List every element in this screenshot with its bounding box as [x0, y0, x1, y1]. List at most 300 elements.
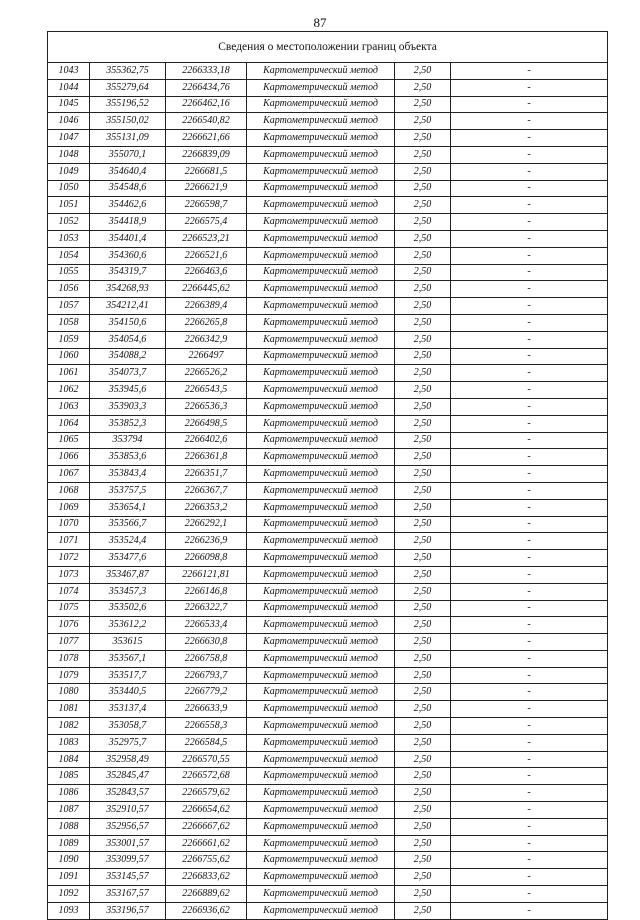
point-number-cell: 1073 [48, 566, 90, 583]
method-cell: Картометрический метод [247, 214, 395, 231]
method-cell: Картометрический метод [247, 701, 395, 718]
table-row [48, 869, 608, 886]
y-coordinate-cell: 2266523,21 [166, 230, 247, 247]
point-number-cell: 1076 [48, 617, 90, 634]
x-coordinate-cell: 354319,7 [90, 264, 166, 281]
y-coordinate-cell: 2266936,62 [166, 902, 247, 919]
point-number-cell: 1052 [48, 214, 90, 231]
table-row [48, 482, 608, 499]
method-cell: Картометрический метод [247, 365, 395, 382]
table-row [48, 650, 608, 667]
accuracy-cell: 2,50 [395, 617, 451, 634]
accuracy-cell: 2,50 [395, 684, 451, 701]
table-row [48, 214, 608, 231]
table-row [48, 79, 608, 96]
y-coordinate-cell: 2266540,82 [166, 113, 247, 130]
accuracy-cell: 2,50 [395, 886, 451, 903]
x-coordinate-cell: 352845,47 [90, 768, 166, 785]
point-number-cell: 1043 [48, 63, 90, 80]
point-number-cell: 1081 [48, 701, 90, 718]
point-number-cell: 1079 [48, 667, 90, 684]
accuracy-cell: 2,50 [395, 281, 451, 298]
x-coordinate-cell: 353517,7 [90, 667, 166, 684]
accuracy-cell: 2,50 [395, 566, 451, 583]
method-cell: Картометрический метод [247, 398, 395, 415]
table-row [48, 550, 608, 567]
y-coordinate-cell: 2266621,66 [166, 130, 247, 147]
x-coordinate-cell: 355131,09 [90, 130, 166, 147]
y-coordinate-cell: 2266570,55 [166, 751, 247, 768]
x-coordinate-cell: 352910,57 [90, 802, 166, 819]
accuracy-cell: 2,50 [395, 482, 451, 499]
method-cell: Картометрический метод [247, 230, 395, 247]
description-cell: - [451, 516, 608, 533]
y-coordinate-cell: 2266575,4 [166, 214, 247, 231]
y-coordinate-cell: 2266521,6 [166, 247, 247, 264]
accuracy-cell: 2,50 [395, 230, 451, 247]
accuracy-cell: 2,50 [395, 432, 451, 449]
x-coordinate-cell: 355070,1 [90, 146, 166, 163]
x-coordinate-cell: 352975,7 [90, 734, 166, 751]
y-coordinate-cell: 2266779,2 [166, 684, 247, 701]
description-cell: - [451, 130, 608, 147]
y-coordinate-cell: 2266353,2 [166, 499, 247, 516]
x-coordinate-cell: 354548,6 [90, 180, 166, 197]
page-number: 87 [313, 15, 327, 30]
description-cell: - [451, 768, 608, 785]
point-number-cell: 1050 [48, 180, 90, 197]
method-cell: Картометрический метод [247, 281, 395, 298]
method-cell: Картометрический метод [247, 79, 395, 96]
description-cell: - [451, 214, 608, 231]
description-cell: - [451, 667, 608, 684]
accuracy-cell: 2,50 [395, 466, 451, 483]
method-cell: Картометрический метод [247, 667, 395, 684]
method-cell: Картометрический метод [247, 499, 395, 516]
description-cell: - [451, 499, 608, 516]
table-row [48, 63, 608, 80]
x-coordinate-cell: 353058,7 [90, 718, 166, 735]
method-cell: Картометрический метод [247, 163, 395, 180]
x-coordinate-cell: 353853,6 [90, 449, 166, 466]
description-cell: - [451, 264, 608, 281]
point-number-cell: 1062 [48, 382, 90, 399]
accuracy-cell: 2,50 [395, 734, 451, 751]
description-cell: - [451, 382, 608, 399]
method-cell: Картометрический метод [247, 264, 395, 281]
accuracy-cell: 2,50 [395, 96, 451, 113]
y-coordinate-cell: 2266681,5 [166, 163, 247, 180]
method-cell: Картометрический метод [247, 382, 395, 399]
y-coordinate-cell: 2266342,9 [166, 331, 247, 348]
x-coordinate-cell: 355362,75 [90, 63, 166, 80]
method-cell: Картометрический метод [247, 449, 395, 466]
description-cell: - [451, 583, 608, 600]
description-cell: - [451, 600, 608, 617]
accuracy-cell: 2,50 [395, 785, 451, 802]
method-cell: Картометрический метод [247, 785, 395, 802]
accuracy-cell: 2,50 [395, 331, 451, 348]
x-coordinate-cell: 353137,4 [90, 701, 166, 718]
y-coordinate-cell: 2266351,7 [166, 466, 247, 483]
point-number-cell: 1066 [48, 449, 90, 466]
point-number-cell: 1065 [48, 432, 90, 449]
point-number-cell: 1072 [48, 550, 90, 567]
x-coordinate-cell: 354640,4 [90, 163, 166, 180]
description-cell: - [451, 886, 608, 903]
y-coordinate-cell: 2266755,62 [166, 852, 247, 869]
description-cell: - [451, 230, 608, 247]
y-coordinate-cell: 2266445,62 [166, 281, 247, 298]
description-cell: - [451, 550, 608, 567]
table-row [48, 247, 608, 264]
y-coordinate-cell: 2266322,7 [166, 600, 247, 617]
x-coordinate-cell: 353457,3 [90, 583, 166, 600]
table-row [48, 684, 608, 701]
x-coordinate-cell: 353099,57 [90, 852, 166, 869]
description-cell: - [451, 634, 608, 651]
y-coordinate-cell: 2266558,3 [166, 718, 247, 735]
description-cell: - [451, 146, 608, 163]
y-coordinate-cell: 2266533,4 [166, 617, 247, 634]
description-cell: - [451, 449, 608, 466]
method-cell: Картометрический метод [247, 432, 395, 449]
point-number-cell: 1061 [48, 365, 90, 382]
accuracy-cell: 2,50 [395, 802, 451, 819]
description-cell: - [451, 79, 608, 96]
y-coordinate-cell: 2266793,7 [166, 667, 247, 684]
point-number-cell: 1047 [48, 130, 90, 147]
accuracy-cell: 2,50 [395, 314, 451, 331]
y-coordinate-cell: 2266543,5 [166, 382, 247, 399]
accuracy-cell: 2,50 [395, 298, 451, 315]
x-coordinate-cell: 353794 [90, 432, 166, 449]
accuracy-cell: 2,50 [395, 550, 451, 567]
point-number-cell: 1080 [48, 684, 90, 701]
accuracy-cell: 2,50 [395, 902, 451, 919]
x-coordinate-cell: 353843,4 [90, 466, 166, 483]
table-row [48, 701, 608, 718]
description-cell: - [451, 281, 608, 298]
table-row [48, 886, 608, 903]
accuracy-cell: 2,50 [395, 751, 451, 768]
table-title: Сведения о местоположении границ объекта [48, 32, 608, 63]
point-number-cell: 1051 [48, 197, 90, 214]
method-cell: Картометрический метод [247, 180, 395, 197]
point-number-cell: 1044 [48, 79, 90, 96]
table-row [48, 751, 608, 768]
table-row [48, 768, 608, 785]
description-cell: - [451, 852, 608, 869]
x-coordinate-cell: 352956,57 [90, 818, 166, 835]
x-coordinate-cell: 354150,6 [90, 314, 166, 331]
y-coordinate-cell: 2266536,3 [166, 398, 247, 415]
y-coordinate-cell: 2266098,8 [166, 550, 247, 567]
description-cell: - [451, 802, 608, 819]
method-cell: Картометрический метод [247, 482, 395, 499]
y-coordinate-cell: 2266236,9 [166, 533, 247, 550]
description-cell: - [451, 701, 608, 718]
description-cell: - [451, 718, 608, 735]
accuracy-cell: 2,50 [395, 768, 451, 785]
method-cell: Картометрический метод [247, 348, 395, 365]
table-row [48, 163, 608, 180]
x-coordinate-cell: 353167,57 [90, 886, 166, 903]
method-cell: Картометрический метод [247, 197, 395, 214]
description-cell: - [451, 566, 608, 583]
x-coordinate-cell: 354212,41 [90, 298, 166, 315]
point-number-cell: 1091 [48, 869, 90, 886]
description-cell: - [451, 466, 608, 483]
coordinates-table-frame [47, 31, 607, 920]
x-coordinate-cell: 353196,57 [90, 902, 166, 919]
accuracy-cell: 2,50 [395, 852, 451, 869]
method-cell: Картометрический метод [247, 902, 395, 919]
description-cell: - [451, 650, 608, 667]
x-coordinate-cell: 352843,57 [90, 785, 166, 802]
method-cell: Картометрический метод [247, 331, 395, 348]
y-coordinate-cell: 2266361,8 [166, 449, 247, 466]
method-cell: Картометрический метод [247, 818, 395, 835]
x-coordinate-cell: 355279,64 [90, 79, 166, 96]
description-cell: - [451, 482, 608, 499]
x-coordinate-cell: 353524,4 [90, 533, 166, 550]
accuracy-cell: 2,50 [395, 634, 451, 651]
y-coordinate-cell: 2266498,5 [166, 415, 247, 432]
accuracy-cell: 2,50 [395, 516, 451, 533]
table-row [48, 264, 608, 281]
table-row [48, 331, 608, 348]
accuracy-cell: 2,50 [395, 650, 451, 667]
point-number-cell: 1055 [48, 264, 90, 281]
description-cell: - [451, 365, 608, 382]
x-coordinate-cell: 353477,6 [90, 550, 166, 567]
method-cell: Картометрический метод [247, 617, 395, 634]
point-number-cell: 1077 [48, 634, 90, 651]
accuracy-cell: 2,50 [395, 146, 451, 163]
point-number-cell: 1067 [48, 466, 90, 483]
point-number-cell: 1092 [48, 886, 90, 903]
method-cell: Картометрический метод [247, 566, 395, 583]
table-body [48, 63, 608, 920]
description-cell: - [451, 298, 608, 315]
table-row [48, 852, 608, 869]
table-row [48, 415, 608, 432]
accuracy-cell: 2,50 [395, 667, 451, 684]
method-cell: Картометрический метод [247, 634, 395, 651]
method-cell: Картометрический метод [247, 130, 395, 147]
x-coordinate-cell: 354088,2 [90, 348, 166, 365]
description-cell: - [451, 617, 608, 634]
x-coordinate-cell: 353567,1 [90, 650, 166, 667]
description-cell: - [451, 348, 608, 365]
method-cell: Картометрический метод [247, 550, 395, 567]
accuracy-cell: 2,50 [395, 449, 451, 466]
x-coordinate-cell: 353467,87 [90, 566, 166, 583]
description-cell: - [451, 197, 608, 214]
y-coordinate-cell: 2266661,62 [166, 835, 247, 852]
y-coordinate-cell: 2266572,68 [166, 768, 247, 785]
table-row [48, 499, 608, 516]
x-coordinate-cell: 354268,93 [90, 281, 166, 298]
table-row [48, 617, 608, 634]
method-cell: Картометрический метод [247, 96, 395, 113]
y-coordinate-cell: 2266265,8 [166, 314, 247, 331]
table-row [48, 449, 608, 466]
point-number-cell: 1089 [48, 835, 90, 852]
accuracy-cell: 2,50 [395, 163, 451, 180]
method-cell: Картометрический метод [247, 247, 395, 264]
x-coordinate-cell: 355196,52 [90, 96, 166, 113]
point-number-cell: 1083 [48, 734, 90, 751]
method-cell: Картометрический метод [247, 886, 395, 903]
description-cell: - [451, 180, 608, 197]
point-number-cell: 1054 [48, 247, 90, 264]
x-coordinate-cell: 353757,5 [90, 482, 166, 499]
method-cell: Картометрический метод [247, 650, 395, 667]
description-cell: - [451, 432, 608, 449]
x-coordinate-cell: 353001,57 [90, 835, 166, 852]
description-cell: - [451, 902, 608, 919]
point-number-cell: 1074 [48, 583, 90, 600]
table-row [48, 734, 608, 751]
accuracy-cell: 2,50 [395, 365, 451, 382]
description-cell: - [451, 818, 608, 835]
x-coordinate-cell: 355150,02 [90, 113, 166, 130]
point-number-cell: 1063 [48, 398, 90, 415]
table-row [48, 348, 608, 365]
y-coordinate-cell: 2266292,1 [166, 516, 247, 533]
description-cell: - [451, 751, 608, 768]
x-coordinate-cell: 354401,4 [90, 230, 166, 247]
point-number-cell: 1082 [48, 718, 90, 735]
accuracy-cell: 2,50 [395, 382, 451, 399]
description-cell: - [451, 398, 608, 415]
table-row [48, 818, 608, 835]
accuracy-cell: 2,50 [395, 79, 451, 96]
x-coordinate-cell: 353145,57 [90, 869, 166, 886]
y-coordinate-cell: 2266584,5 [166, 734, 247, 751]
method-cell: Картометрический метод [247, 466, 395, 483]
accuracy-cell: 2,50 [395, 130, 451, 147]
boundary-coordinates-table [47, 31, 608, 920]
point-number-cell: 1057 [48, 298, 90, 315]
table-row [48, 583, 608, 600]
method-cell: Картометрический метод [247, 835, 395, 852]
x-coordinate-cell: 354073,7 [90, 365, 166, 382]
point-number-cell: 1069 [48, 499, 90, 516]
table-row [48, 516, 608, 533]
point-number-cell: 1064 [48, 415, 90, 432]
x-coordinate-cell: 353612,2 [90, 617, 166, 634]
description-cell: - [451, 785, 608, 802]
method-cell: Картометрический метод [247, 583, 395, 600]
y-coordinate-cell: 2266621,9 [166, 180, 247, 197]
method-cell: Картометрический метод [247, 852, 395, 869]
y-coordinate-cell: 2266630,8 [166, 634, 247, 651]
y-coordinate-cell: 2266121,81 [166, 566, 247, 583]
table-row [48, 314, 608, 331]
x-coordinate-cell: 353566,7 [90, 516, 166, 533]
table-row [48, 634, 608, 651]
accuracy-cell: 2,50 [395, 818, 451, 835]
accuracy-cell: 2,50 [395, 398, 451, 415]
point-number-cell: 1068 [48, 482, 90, 499]
table-row [48, 113, 608, 130]
table-row [48, 197, 608, 214]
point-number-cell: 1090 [48, 852, 90, 869]
table-row [48, 398, 608, 415]
accuracy-cell: 2,50 [395, 600, 451, 617]
accuracy-cell: 2,50 [395, 247, 451, 264]
point-number-cell: 1059 [48, 331, 90, 348]
table-row [48, 365, 608, 382]
x-coordinate-cell: 354360,6 [90, 247, 166, 264]
y-coordinate-cell: 2266146,8 [166, 583, 247, 600]
description-cell: - [451, 415, 608, 432]
y-coordinate-cell: 2266462,16 [166, 96, 247, 113]
table-row [48, 785, 608, 802]
accuracy-cell: 2,50 [395, 835, 451, 852]
y-coordinate-cell: 2266389,4 [166, 298, 247, 315]
x-coordinate-cell: 353654,1 [90, 499, 166, 516]
table-row [48, 667, 608, 684]
x-coordinate-cell: 354418,9 [90, 214, 166, 231]
point-number-cell: 1058 [48, 314, 90, 331]
table-row [48, 230, 608, 247]
point-number-cell: 1070 [48, 516, 90, 533]
point-number-cell: 1078 [48, 650, 90, 667]
accuracy-cell: 2,50 [395, 415, 451, 432]
point-number-cell: 1086 [48, 785, 90, 802]
method-cell: Картометрический метод [247, 314, 395, 331]
accuracy-cell: 2,50 [395, 348, 451, 365]
accuracy-cell: 2,50 [395, 214, 451, 231]
point-number-cell: 1071 [48, 533, 90, 550]
y-coordinate-cell: 2266633,9 [166, 701, 247, 718]
point-number-cell: 1053 [48, 230, 90, 247]
table-row [48, 130, 608, 147]
y-coordinate-cell: 2266526,2 [166, 365, 247, 382]
method-cell: Картометрический метод [247, 516, 395, 533]
y-coordinate-cell: 2266333,18 [166, 63, 247, 80]
accuracy-cell: 2,50 [395, 197, 451, 214]
accuracy-cell: 2,50 [395, 264, 451, 281]
method-cell: Картометрический метод [247, 684, 395, 701]
accuracy-cell: 2,50 [395, 718, 451, 735]
x-coordinate-cell: 354054,6 [90, 331, 166, 348]
method-cell: Картометрический метод [247, 600, 395, 617]
description-cell: - [451, 734, 608, 751]
point-number-cell: 1085 [48, 768, 90, 785]
method-cell: Картометрический метод [247, 146, 395, 163]
table-title-row [48, 32, 608, 63]
table-row [48, 802, 608, 819]
method-cell: Картометрический метод [247, 734, 395, 751]
method-cell: Картометрический метод [247, 298, 395, 315]
x-coordinate-cell: 353615 [90, 634, 166, 651]
description-cell: - [451, 684, 608, 701]
accuracy-cell: 2,50 [395, 869, 451, 886]
table-row [48, 382, 608, 399]
point-number-cell: 1046 [48, 113, 90, 130]
accuracy-cell: 2,50 [395, 499, 451, 516]
table-row [48, 466, 608, 483]
y-coordinate-cell: 2266889,62 [166, 886, 247, 903]
method-cell: Картометрический метод [247, 768, 395, 785]
y-coordinate-cell: 2266434,76 [166, 79, 247, 96]
table-row [48, 600, 608, 617]
